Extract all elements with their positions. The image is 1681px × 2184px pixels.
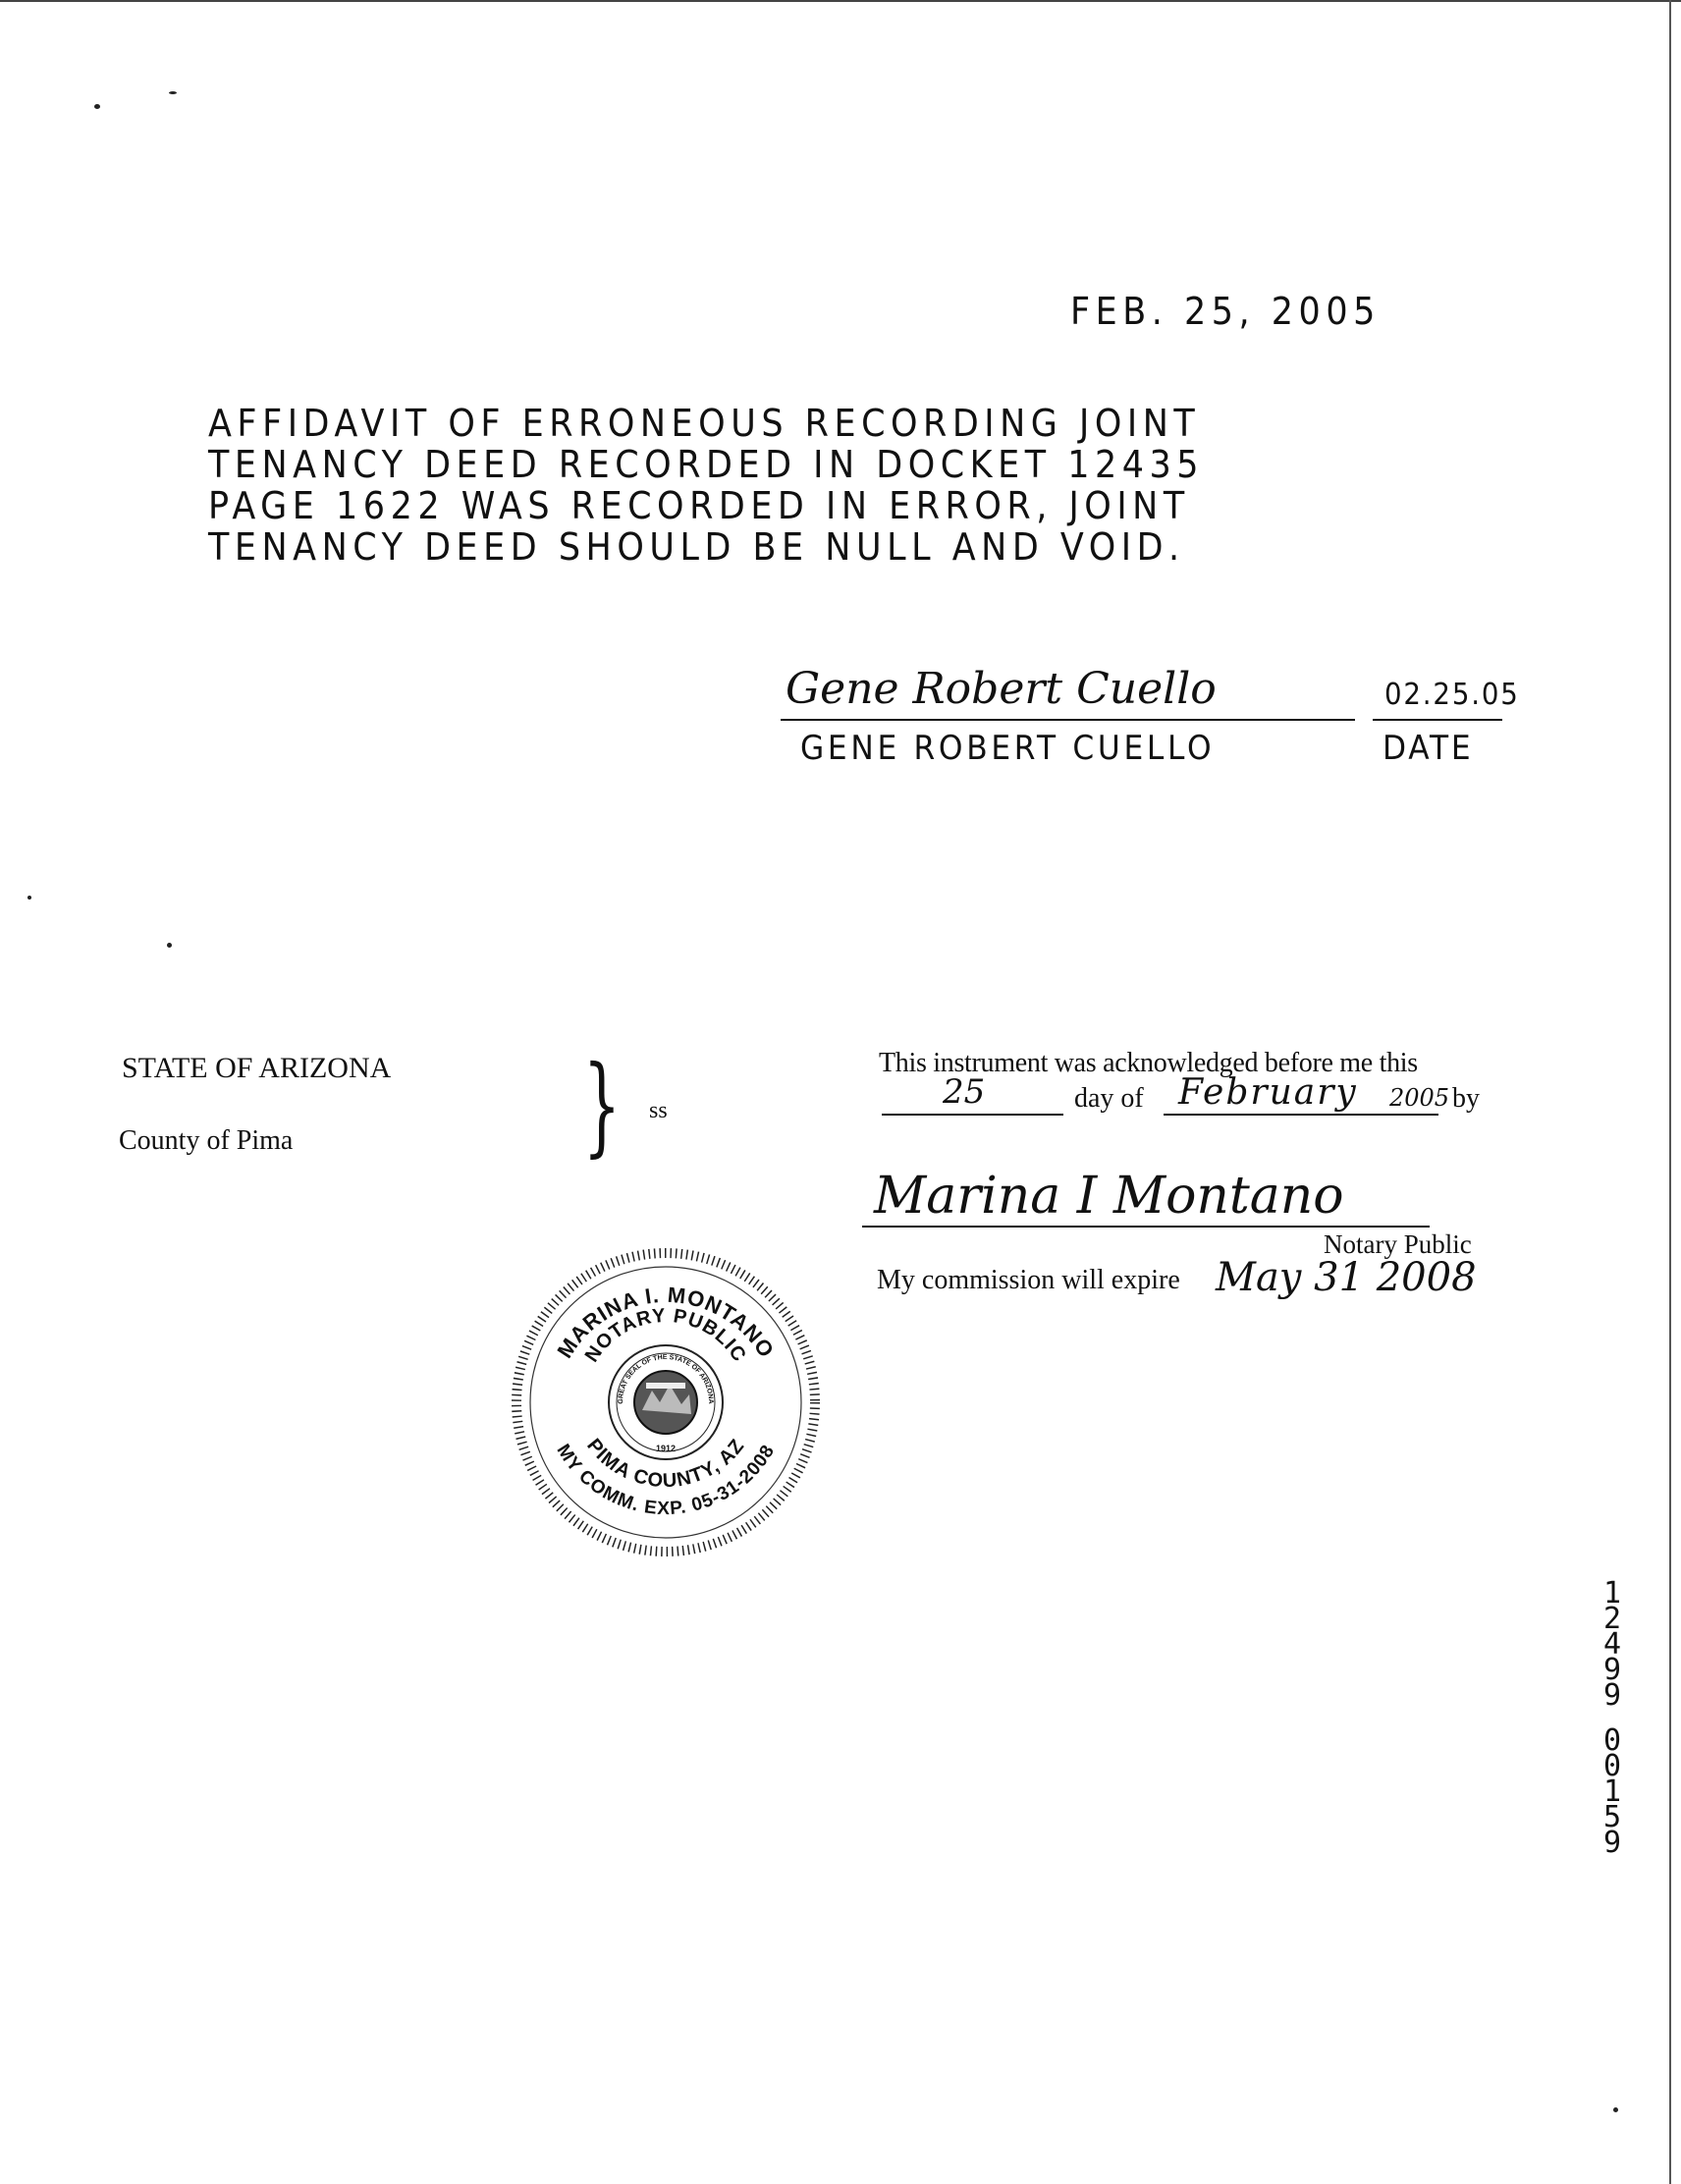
scan-speck <box>1613 2107 1618 2112</box>
seal-middle-text: NOTARY PUBLIC <box>580 1304 751 1367</box>
affidavit-line: TENANCY DEED SHOULD BE NULL AND VOID. <box>208 525 1185 569</box>
ss-label: ss <box>649 1098 668 1123</box>
brace-icon: } <box>582 1042 622 1168</box>
ack-day-line <box>882 1114 1063 1116</box>
notary-seal <box>509 1245 823 1559</box>
affidavit-line: TENANCY DEED RECORDED IN DOCKET 12435 <box>208 443 1205 486</box>
record-stamp <box>1593 1576 1632 1860</box>
record-docket: 12499 <box>1602 1576 1622 1713</box>
top-border <box>0 0 1681 2</box>
seal-year: 1912 <box>655 1444 677 1453</box>
signature-line <box>781 719 1355 721</box>
date-line <box>1373 719 1502 721</box>
signature-date: 02.25.05 <box>1384 678 1520 712</box>
ack-month-line <box>1164 1114 1438 1116</box>
notary-signature-line <box>862 1226 1430 1228</box>
ack-day: 25 <box>943 1072 986 1112</box>
seal-bottom-text: PIMA COUNTY, AZ <box>582 1435 749 1493</box>
venue-state: STATE OF ARIZONA <box>122 1052 392 1084</box>
commission-label: My commission will expire <box>877 1265 1180 1295</box>
ack-day-of: day of <box>1074 1083 1144 1114</box>
affidavit-line: PAGE 1622 WAS RECORDED IN ERROR, JOINT <box>208 484 1190 527</box>
document-date: FEB. 25, 2005 <box>1070 290 1381 333</box>
venue-county: County of Pima <box>119 1125 294 1156</box>
seal-inner-text: GREAT SEAL OF THE STATE OF ARIZONA <box>617 1353 715 1404</box>
ack-by: by <box>1452 1083 1480 1114</box>
grantor-name-label: GENE ROBERT CUELLO <box>800 729 1216 768</box>
notary-title: Notary Public <box>1324 1229 1472 1259</box>
scan-speck <box>94 104 100 109</box>
affidavit-text <box>208 403 1367 568</box>
commission-date: May 31 2008 <box>1216 1255 1477 1300</box>
affidavit-line: AFFIDAVIT OF ERRONEOUS RECORDING JOINT <box>208 402 1201 445</box>
scan-speck <box>169 91 177 94</box>
seal-top-text: MARINA I. MONTANO <box>552 1282 780 1363</box>
ack-month: February <box>1178 1072 1358 1113</box>
grantor-signature: Gene Robert Cuello <box>786 664 1217 714</box>
acknowledgment-intro: This instrument was acknowledged before me this <box>879 1048 1418 1078</box>
notary-signature: Marina I Montano <box>874 1167 1344 1226</box>
date-label: DATE <box>1383 729 1474 768</box>
seal-commission-text: MY COMM. EXP. 05-31-2008 <box>552 1441 780 1520</box>
scan-speck <box>167 943 172 948</box>
record-page: 00159 <box>1602 1723 1622 1860</box>
scan-speck <box>27 896 31 900</box>
ack-year: 2005 <box>1389 1084 1450 1112</box>
right-border <box>1669 0 1671 2184</box>
